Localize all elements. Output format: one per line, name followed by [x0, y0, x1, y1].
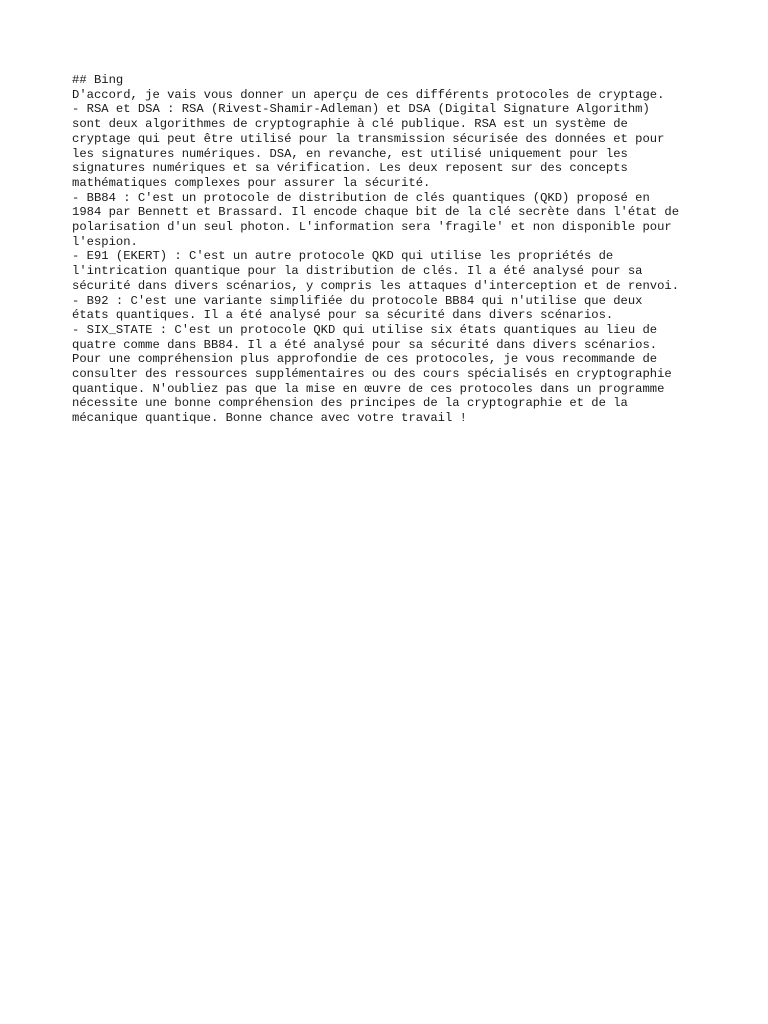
conclusion-line-4: nécessite une bonne compréhension des principes de la cryptographie et de la	[72, 396, 628, 411]
rsa-dsa-line-3: cryptage qui peut être utilisé pour la transmission sécurisée des données et pour	[72, 131, 665, 146]
rsa-dsa-line-1: - RSA et DSA : RSA (Rivest-Shamir-Adleman) et DSA (Digital Signature Algorithm)	[72, 102, 650, 117]
six-state-line-1: - SIX_STATE : C'est un protocole QKD qui utilise six états quantiques au lieu de	[72, 322, 658, 337]
document-page	[72, 73, 712, 426]
bb84-line-1: - BB84 : C'est un protocole de distribution de clés quantiques (QKD) proposé en	[72, 190, 650, 205]
rsa-dsa-line-6: mathématiques complexes pour assurer la sécurité.	[72, 175, 431, 190]
conclusion-line-1: Pour une compréhension plus approfondie de ces protocoles, je vous recommande de	[72, 352, 658, 367]
b92-line-2: états quantiques. Il a été analysé pour sa sécurité dans divers scénarios.	[72, 308, 614, 323]
e91-line-1: - E91 (EKERT) : C'est un autre protocole QKD qui utilise les propriétés de	[72, 249, 614, 264]
conclusion-line-2: consulter des ressources supplémentaires ou des cours spécialisés en cryptographie	[72, 367, 672, 382]
bb84-line-4: l'espion.	[72, 234, 138, 249]
rsa-dsa-line-4: les signatures numériques. DSA, en revanche, est utilisé uniquement pour les	[72, 146, 628, 161]
bb84-line-3: polarisation d'un seul photon. L'information sera 'fragile' et non disponible pour	[72, 220, 672, 235]
e91-line-3: sécurité dans divers scénarios, y compris les attaques d'interception et de renvoi.	[72, 278, 680, 293]
conclusion-line-5: mécanique quantique. Bonne chance avec votre travail !	[72, 411, 467, 426]
intro-line: D'accord, je vais vous donner un aperçu de ces différents protocoles de cryptage.	[72, 87, 665, 102]
six-state-line-2: quatre comme dans BB84. Il a été analysé pour sa sécurité dans divers scénarios.	[72, 337, 658, 352]
conclusion-line-3: quantique. N'oubliez pas que la mise en œuvre de ces protocoles dans un programme	[72, 381, 665, 396]
b92-line-1: - B92 : C'est une variante simplifiée du protocole BB84 qui n'utilise que deux	[72, 293, 643, 308]
rsa-dsa-line-2: sont deux algorithmes de cryptographie à clé publique. RSA est un système de	[72, 117, 628, 132]
rsa-dsa-line-5: signatures numériques et sa vérification. Les deux reposent sur des concepts	[72, 161, 628, 176]
heading-bing: ## Bing	[72, 73, 124, 87]
e91-line-2: l'intrication quantique pour la distribution de clés. Il a été analysé pour sa	[72, 264, 643, 279]
bb84-line-2: 1984 par Bennett et Brassard. Il encode chaque bit de la clé secrète dans l'état de	[72, 205, 680, 220]
